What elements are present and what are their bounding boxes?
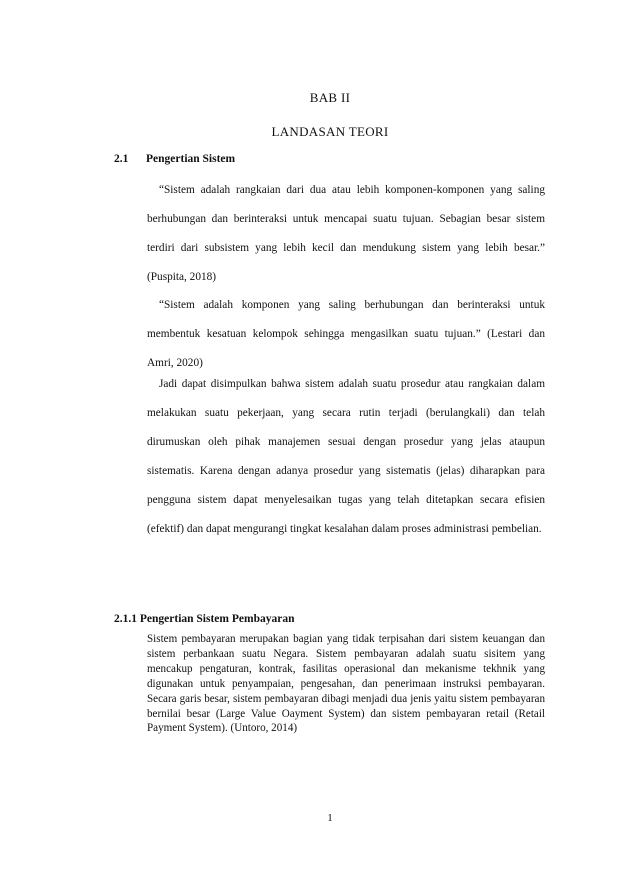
- paragraph-text: Jadi dapat disimpulkan bahwa sistem adalah suatu prosedur atau rangkaian dalam melakukan suatu pekerjaan, yang secara rutin terjadi (berulangkali) dan telah dirumuskan oleh pihak manajemen sesuai dengan prosedur yang jelas ataupun sistematis. Karena dengan adanya prosedur yang sistematis (jelas) diharapkan para pengguna sistem dapat menyelesaikan tugas yang telah ditetapkan secara efisien (efektif) dan dapat mengurangi tingkat kesalahan dalam proses administrasi pembelian.: [147, 378, 545, 535]
- paragraph-text: “Sistem adalah komponen yang saling berhubungan dan berinteraksi untuk membentuk kesatuan kelompok sehingga mengasilkan suatu tujuan.” (Lestari dan Amri, 2020): [147, 299, 545, 369]
- chapter-number: BAB II: [309, 90, 351, 105]
- section-paragraph-2: [147, 291, 545, 378]
- section-paragraph-1: [147, 176, 545, 292]
- chapter-title: LANDASAN TEORI: [271, 124, 389, 139]
- section-number: 2.1: [114, 153, 129, 165]
- subsection-paragraph: [147, 632, 545, 736]
- page-number: 1: [327, 812, 333, 824]
- section-paragraph-3: [147, 370, 545, 544]
- paragraph-text: Sistem pembayaran merupakan bagian yang tidak terpisahan dari sistem keuangan dan sistem perbankaan suatu Negara. Sistem pembayaran adalah suatu sisitem yang mencakup pengaturan, kontrak, fasilitas operasional dan mekanisme tekhnik yang digunakan untuk penyampaian, pengesahan, dan penerimaan instruksi pembayaran. Secara garis besar, sistem pembayaran dibagi menjadi dua jenis yaitu sistem pembayaran bernilai besar (Large Value Oayment System) dan sistem pembayaran retail (Retail Payment System). (Untoro, 2014): [147, 633, 545, 735]
- section-title: Pengertian Sistem: [146, 153, 236, 165]
- paragraph-text: “Sistem adalah rangkaian dari dua atau lebih komponen-komponen yang saling berhubungan dan berinteraksi untuk mencapai suatu tujuan. Sebagian besar sistem terdiri dari subsistem yang lebih kecil dan mendukung sistem yang lebih besar.” (Puspita, 2018): [147, 184, 545, 283]
- subsection-heading: 2.1.1 Pengertian Sistem Pembayaran: [114, 613, 295, 625]
- section-heading: [114, 153, 235, 165]
